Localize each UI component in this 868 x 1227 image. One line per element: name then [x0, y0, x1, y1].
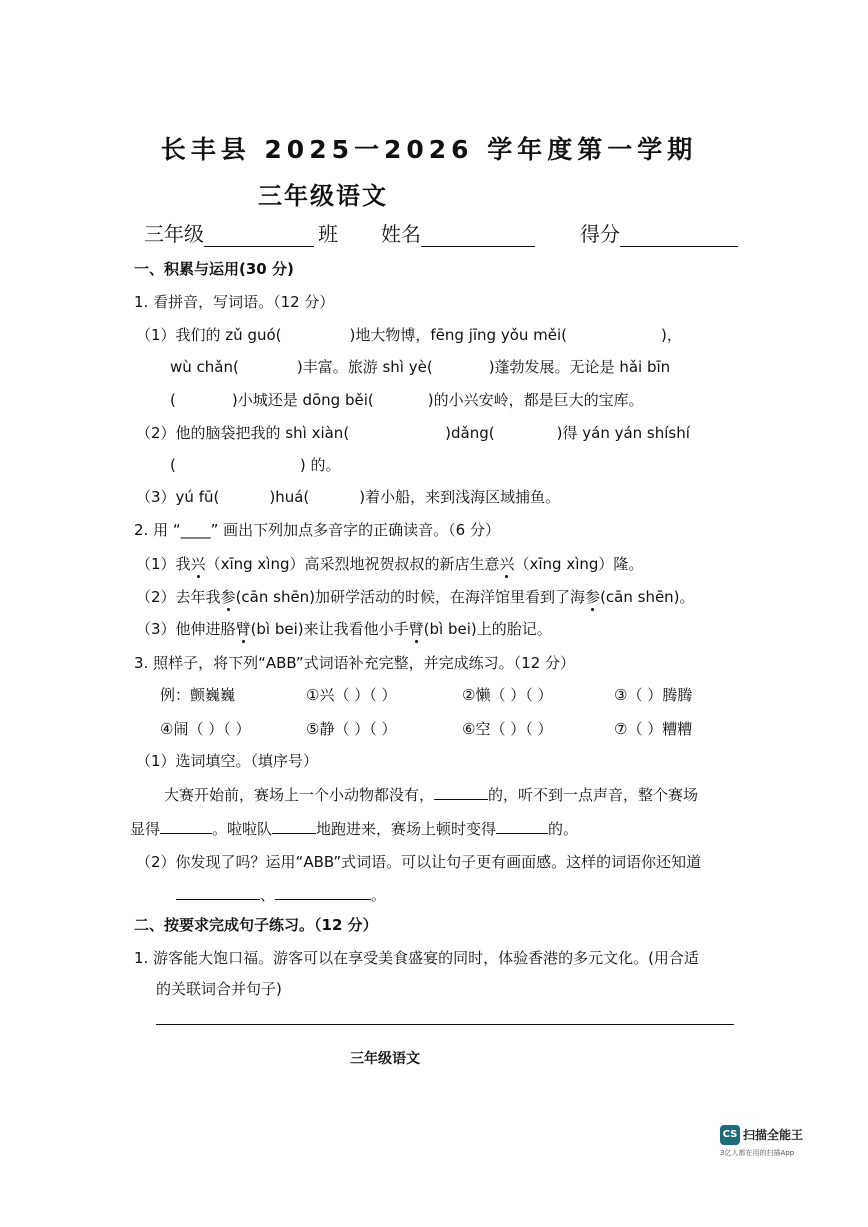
q1-l3b: )小城还是 dōng běi(: [231, 391, 374, 409]
exam-title: 长丰县 2025一2026 学年度第一学期: [160, 135, 698, 164]
footer-subject: 三年级语文: [350, 1051, 420, 1067]
class-label: 班: [318, 222, 338, 246]
q3-row1-c2: ①兴（ ）（ ）: [306, 686, 397, 704]
q1-line2: [170, 356, 670, 377]
name-blank: [421, 226, 535, 247]
fill-blank: [434, 785, 488, 800]
fill-blank: [496, 819, 548, 834]
name-label: 姓名: [381, 222, 421, 246]
q3-row1-c3: ②懒（ ）（ ）: [462, 686, 553, 704]
q2-line3: [136, 618, 552, 639]
q3-sub2-sep: 、: [260, 886, 276, 904]
q3-sub2-blanks: [176, 884, 386, 905]
watermark-tagline: 3亿人都在用的扫描App: [720, 1149, 795, 1157]
q2-l1c: （xīng xìng）隆。: [514, 555, 644, 573]
q3-para-line1: [164, 784, 698, 805]
q3-p2a: 显得: [130, 820, 161, 838]
fill-blank: [160, 819, 212, 834]
q1-l3c: )的小兴安岭，都是巨大的宝库。: [427, 391, 644, 409]
q2-l3c: (bì bei)上的胎记。: [423, 620, 552, 638]
q1-line5: [170, 454, 340, 475]
fill-blank: [272, 819, 316, 834]
dotted-char: 兴: [190, 555, 206, 573]
q3-stem: 3. 照样子，将下列“ABB”式词语补充完整，并完成练习。（12 分）: [134, 654, 576, 672]
dotted-char: 臂: [235, 620, 251, 638]
exam-subtitle: 三年级语文: [258, 182, 388, 210]
name-field: [381, 218, 535, 247]
q1-l1c: )，: [661, 326, 682, 344]
q1-l4c: )得 yán yán shíshí: [556, 424, 690, 442]
q2-stem: 2. 用 “____” 画出下列加点多音字的正确读音。（6 分）: [134, 521, 500, 539]
grade-blank: [204, 226, 314, 247]
score-blank: [620, 226, 738, 247]
q1-l1b: )地大物博，fēng jīng yǒu měi(: [349, 326, 568, 344]
q3-row1-c1: 例：颤巍巍: [160, 686, 236, 704]
q1-line1: [136, 324, 682, 345]
section2-heading: 二、按要求完成句子练习。（12 分）: [134, 916, 378, 934]
q3-sub2: （2）你发现了吗？运用“ABB”式词语。可以让句子更有画面感。这样的词语你还知道: [136, 853, 702, 871]
q1-l3a: (: [170, 391, 176, 409]
grade-label: 三年级: [144, 222, 204, 246]
q2-l2a: （2）去年我: [136, 588, 221, 606]
q2-l3a: （3）他伸进胳: [136, 620, 236, 638]
q1-l4b: )dǎng(: [445, 424, 495, 442]
q3-p2b: 。啦啦队: [212, 820, 273, 838]
score-label: 得分: [580, 222, 620, 246]
q3-row2-c4: ⑦（ ）糟糟: [614, 720, 693, 738]
q2-line2: [136, 586, 695, 607]
fill-blank: [275, 885, 371, 900]
fill-blank: [176, 885, 260, 900]
q1-l5a: (: [170, 456, 176, 474]
q3-p1a: 大赛开始前，赛场上一个小动物都没有，: [164, 786, 435, 804]
q1-l6c: )着小船，来到浅海区域捕鱼。: [359, 488, 561, 506]
section1-heading: 一、积累与运用(30 分): [134, 260, 294, 278]
q1-l2a: wù chǎn(: [170, 358, 239, 376]
q1-l4a: （2）他的脑袋把我的 shì xiàn(: [136, 424, 350, 442]
scanner-watermark: [720, 1124, 803, 1145]
q1-l6b: )huá(: [269, 488, 310, 506]
q1-l1a: （1）我们的 zǔ guó(: [136, 326, 282, 344]
camscanner-logo-icon: CS: [720, 1125, 740, 1145]
q1-l2b: )丰富。旅游 shì yè(: [296, 358, 433, 376]
q2-l3b: (bì bei)来让我看他小手: [250, 620, 409, 638]
q1-l5b: ) 的。: [299, 456, 341, 474]
q2-line1: [136, 553, 643, 574]
q1-line4: [136, 422, 690, 443]
q1-line6: [136, 486, 560, 507]
dotted-char: 兴: [499, 555, 515, 573]
grade-field: [144, 218, 338, 247]
q3-para-line2: [130, 818, 578, 839]
q1-l6a: （3）yú fū(: [136, 488, 220, 506]
dotted-char: 参: [585, 588, 601, 606]
q3-sub1: （1）选词填空。（填序号）: [136, 752, 319, 770]
q3-row2-c3: ⑥空（ ）（ ）: [462, 720, 553, 738]
q1-stem: 1. 看拼音，写词语。（12 分）: [134, 293, 335, 311]
dotted-char: 参: [220, 588, 236, 606]
answer-line: [156, 1024, 734, 1025]
watermark-name: 扫描全能王: [743, 1128, 804, 1142]
q3-p2c: 地跑进来，赛场上顿时变得: [316, 820, 497, 838]
q3-p2d: 的。: [548, 820, 579, 838]
q2-l1a: （1）我: [136, 555, 191, 573]
q1-line3: [170, 389, 644, 410]
q3-row1-c4: ③（ ）腾腾: [614, 686, 693, 704]
score-field: [580, 218, 738, 247]
dotted-char: 臂: [408, 620, 424, 638]
q3-p1b: 的，听不到一点声音，整个赛场: [488, 786, 699, 804]
s2-q1-line2: 的关联词合并句子): [156, 980, 282, 998]
s2-q1-line1: 1. 游客能大饱口福。游客可以在享受美食盛宴的同时，体验香港的多元文化。(用合适: [134, 949, 699, 967]
q2-l2b: (cān shēn)加研学活动的时候，在海洋馆里看到了海: [235, 588, 586, 606]
q1-l2c: )蓬勃发展。无论是 hǎi bīn: [488, 358, 671, 376]
q3-sub2-end: 。: [371, 886, 387, 904]
q3-row2-c1: ④闹（ ）（ ）: [160, 720, 251, 738]
q2-l2c: (cān shēn)。: [600, 588, 695, 606]
q3-row2-c2: ⑤静（ ）（ ）: [306, 720, 397, 738]
q2-l1b: （xīng xìng）高采烈地祝贺叔叔的新店生意: [205, 555, 500, 573]
